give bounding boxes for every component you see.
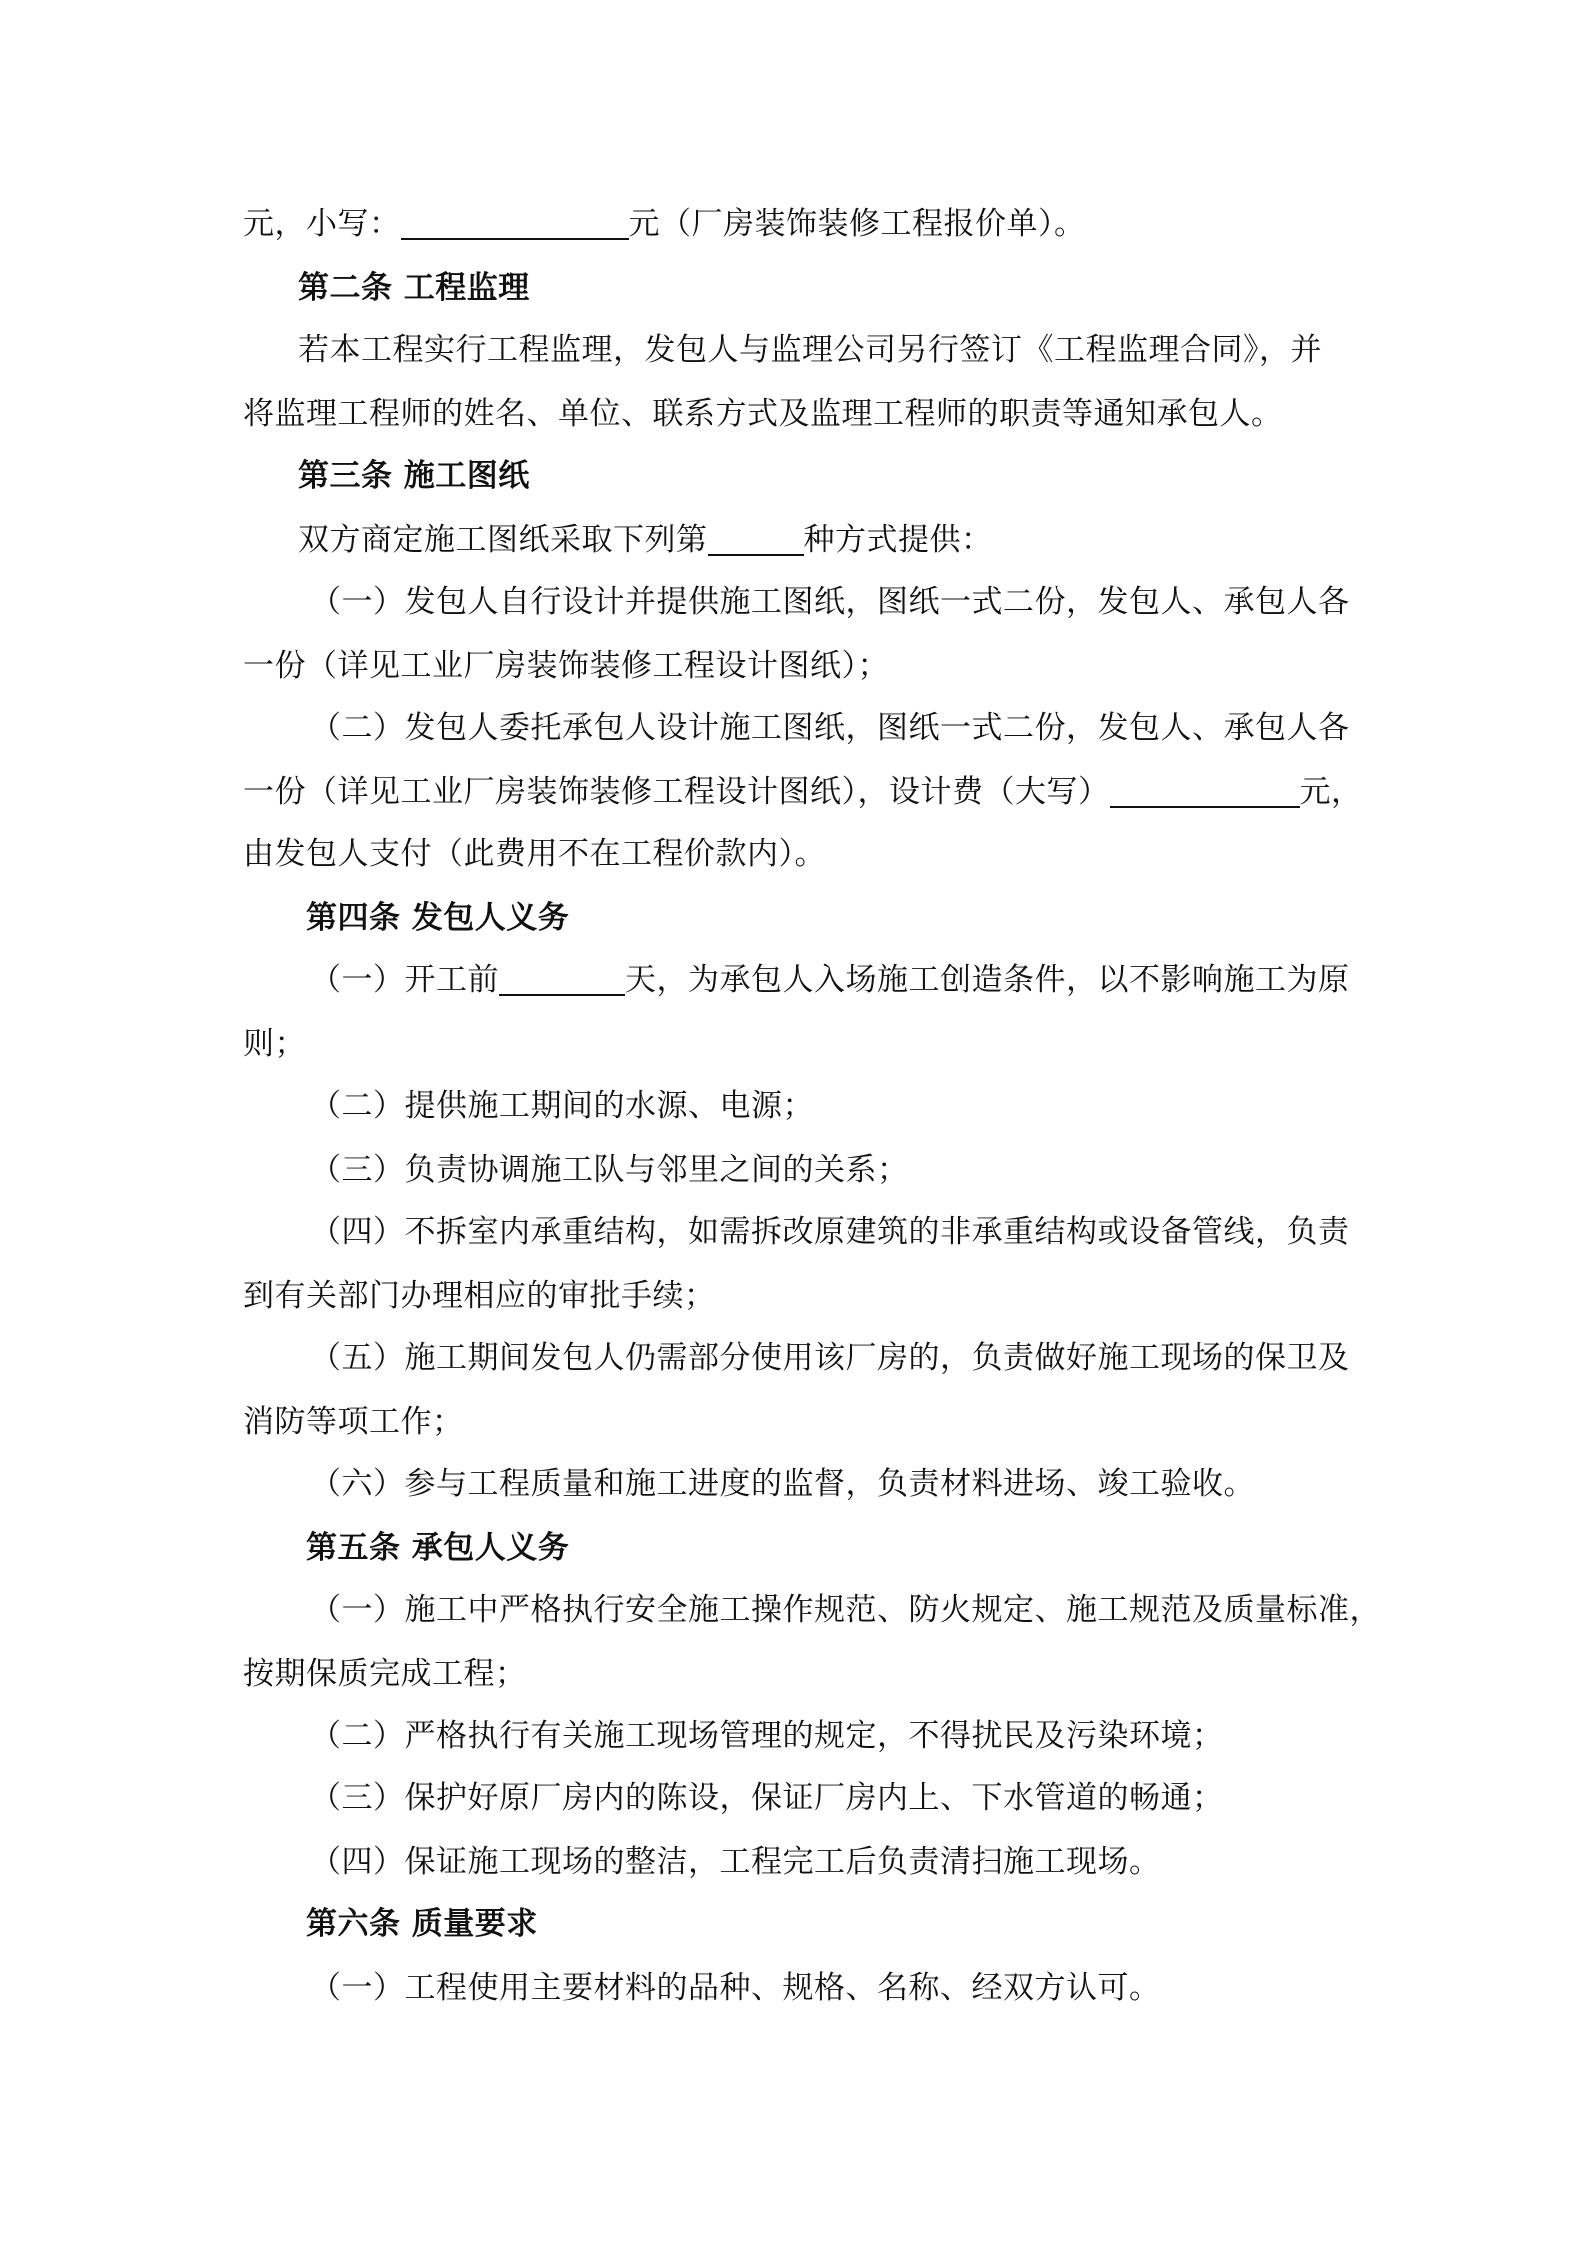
paragraph-line: （四）不拆室内承重结构，如需拆改原建筑的非承重结构或设备管线，负责 (310, 1214, 1350, 1250)
paragraph-line: （二）发包人委托承包人设计施工图纸，图纸一式二份，发包人、承包人各 (310, 710, 1350, 746)
fill-blank-design-fee[interactable] (1110, 774, 1300, 808)
line-text: 天，为承包人入场施工创造条件，以不影响施工为原 (625, 962, 1350, 998)
article-3-heading: 第三条 施工图纸 (298, 458, 530, 494)
paragraph-line: （一）工程使用主要材料的品种、规格、名称、经双方认可。 (310, 1970, 1161, 2006)
line-text: （一）开工前 (310, 962, 499, 998)
line-amount-small (243, 203, 1086, 245)
article-4-heading: 第四条 发包人义务 (306, 900, 570, 936)
paragraph-line: 消防等项工作； (243, 1404, 464, 1440)
article-6-heading: 第六条 质量要求 (306, 1906, 538, 1942)
line-text: 双方商定施工图纸采取下列第 (298, 522, 708, 558)
article-2-heading: 第二条 工程监理 (298, 270, 530, 306)
paragraph-line: 若本工程实行工程监理，发包人与监理公司另行签订《工程监理合同》，并 (298, 332, 1322, 368)
paragraph-line: 按期保质完成工程； (243, 1656, 527, 1692)
paragraph-line: （三）负责协调施工队与邻里之间的关系； (310, 1152, 909, 1188)
line-design-fee (243, 771, 1363, 813)
paragraph-line: 到有关部门办理相应的审批手续； (243, 1278, 716, 1314)
article-5-heading: 第五条 承包人义务 (306, 1530, 570, 1566)
paragraph-line: （一）施工中严格执行安全施工操作规范、防火规定、施工规范及质量标准， (310, 1592, 1381, 1628)
line-text: 元，小写： (243, 206, 401, 242)
fill-blank-method-number[interactable] (708, 522, 804, 556)
paragraph-line: （一）发包人自行设计并提供施工图纸，图纸一式二份，发包人、承包人各 (310, 584, 1350, 620)
paragraph-line: 则； (243, 1026, 306, 1062)
paragraph-line: （二）提供施工期间的水源、电源； (310, 1088, 814, 1124)
line-text: 元（厂房装饰装修工程报价单）。 (628, 206, 1086, 242)
line-drawing-method (298, 519, 993, 561)
paragraph-line: 一份（详见工业厂房装饰装修工程设计图纸）； (243, 648, 889, 684)
paragraph-line: 将监理工程师的姓名、单位、联系方式及监理工程师的职责等通知承包人。 (243, 396, 1283, 432)
paragraph-line: （二）严格执行有关施工现场管理的规定，不得扰民及污染环境； (310, 1718, 1224, 1754)
line-text: 一份（详见工业厂房装饰装修工程设计图纸），设计费（大写） (243, 774, 1110, 810)
line-start-days (310, 959, 1350, 1001)
paragraph-line: （三）保护好原厂房内的陈设，保证厂房内上、下水管道的畅通； (310, 1780, 1224, 1816)
paragraph-line: （五）施工期间发包人仍需部分使用该厂房的，负责做好施工现场的保卫及 (310, 1340, 1350, 1376)
paragraph-line: （六）参与工程质量和施工进度的监督，负责材料进场、竣工验收。 (310, 1466, 1255, 1502)
line-text: 种方式提供： (803, 522, 993, 558)
paragraph-line: （四）保证施工现场的整洁，工程完工后负责清扫施工现场。 (310, 1844, 1161, 1880)
line-text: 元， (1299, 774, 1363, 810)
fill-blank-amount[interactable] (401, 206, 629, 240)
paragraph-line: 由发包人支付（此费用不在工程价款内）。 (243, 836, 826, 872)
fill-blank-days[interactable] (499, 962, 625, 996)
